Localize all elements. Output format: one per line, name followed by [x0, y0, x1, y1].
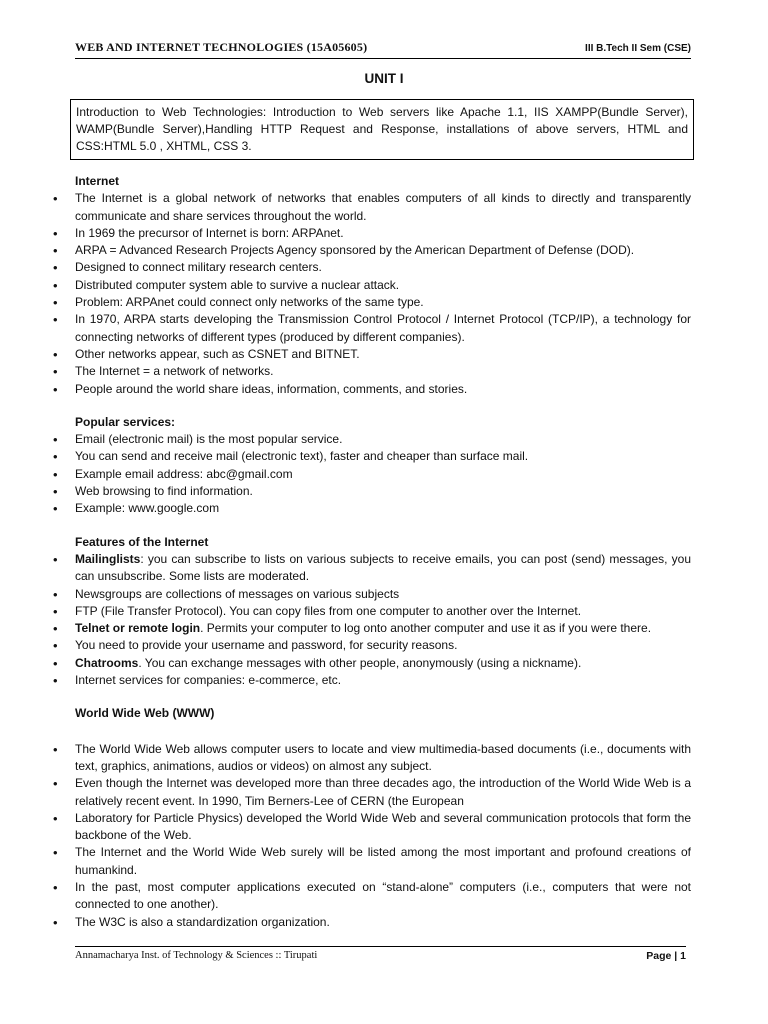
- list-item: • The W3C is also a standardization organization.: [50, 914, 691, 931]
- term: Telnet or remote login: [75, 621, 201, 636]
- term: Mailinglists: [75, 551, 141, 566]
- section-title-popular-services: Popular services:: [75, 414, 176, 429]
- bullet-list-internet: [50, 190, 691, 398]
- list-item: • In 1970, ARPA starts developing the Transmission Control Protocol / Internet Protocol (TCP/IP), a technology for connecting networks of different types (produced by different companies).: [50, 311, 691, 346]
- page-content: [50, 173, 691, 931]
- list-item: • The Internet is a global network of networks that enables computers of all kinds to directly and transparently communicate and share services throughout the world.: [50, 190, 691, 225]
- section-title-features: Features of the Internet: [75, 534, 209, 549]
- list-item: • Designed to connect military research centers.: [50, 259, 691, 276]
- list-item: • Distributed computer system able to survive a nuclear attack.: [50, 277, 691, 294]
- page-footer: [75, 946, 686, 962]
- list-item: • Telnet or remote login. Permits your computer to log onto another computer and use it as if you were there.: [50, 620, 691, 637]
- list-item: • Example email address: abc@gmail.com: [50, 466, 691, 483]
- page-header: [75, 40, 691, 59]
- list-item: • You can send and receive mail (electronic text), faster and cheaper than surface mail.: [50, 448, 691, 465]
- course-title: WEB AND INTERNET TECHNOLOGIES (15A05605): [75, 40, 368, 54]
- list-item: • You need to provide your username and password, for security reasons.: [50, 637, 691, 654]
- institution-name: Annamacharya Inst. of Technology & Sciences :: Tirupati: [75, 950, 318, 961]
- section-title-internet: Internet: [75, 174, 120, 188]
- list-item: • The Internet and the World Wide Web surely will be listed among the most important and profound creations of humankind.: [50, 844, 691, 879]
- list-item: • The World Wide Web allows computer users to locate and view multimedia-based documents (i.e., documents with text, graphics, animations, audios or videos) on almost any subject.: [50, 741, 691, 776]
- bullet-list-www: [50, 741, 691, 931]
- list-item: • The Internet = a network of networks.: [50, 363, 691, 380]
- section-title-www: World Wide Web (WWW): [75, 706, 215, 721]
- list-item: • People around the world share ideas, information, comments, and stories.: [50, 381, 691, 398]
- list-item: • Even though the Internet was developed more than three decades ago, the introduction of the World Wide Web is a relatively recent event. In 1990, Tim Berners-Lee of CERN (the European: [50, 775, 691, 810]
- page-number: Page | 1: [646, 950, 686, 962]
- semester-label: III B.Tech II Sem (CSE): [585, 43, 691, 54]
- list-item: • Laboratory for Particle Physics) developed the World Wide Web and several communication protocols that form the backbone of the Web.: [50, 810, 691, 845]
- bullet-list-features: [50, 551, 691, 689]
- list-item: • In 1969 the precursor of Internet is born: ARPAnet.: [50, 225, 691, 242]
- bullet-list-popular-services: [50, 431, 691, 517]
- list-item: • Newsgroups are collections of messages on various subjects: [50, 586, 691, 603]
- unit-title: UNIT I: [364, 71, 404, 86]
- syllabus-box: Introduction to Web Technologies: Introduction to Web servers like Apache 1.1, IIS XAMPP(Bundle Server), WAMP(Bundle Server),Handling HTTP Request and Response, installations of above servers, HTML and CSS:HTML 5.0 , XHTML, CSS 3.: [70, 99, 694, 160]
- list-item: • Web browsing to find information.: [50, 483, 691, 500]
- list-item: • Mailinglists: you can subscribe to lists on various subjects to receive emails, you can post (send) messages, you can unsubscribe. Some lists are moderated.: [50, 551, 691, 586]
- list-item: • ARPA = Advanced Research Projects Agency sponsored by the American Department of Defense (DOD).: [50, 242, 691, 259]
- list-item: • Email (electronic mail) is the most popular service.: [50, 431, 691, 448]
- list-item: • In the past, most computer applications executed on “stand-alone” computers (i.e., computers that were not connected to one another).: [50, 879, 691, 914]
- list-item: • FTP (File Transfer Protocol). You can copy files from one computer to another over the Internet.: [50, 603, 691, 620]
- list-item: • Problem: ARPAnet could connect only networks of the same type.: [50, 294, 691, 311]
- term: Chatrooms: [75, 655, 139, 670]
- list-item: • Other networks appear, such as CSNET and BITNET.: [50, 346, 691, 363]
- list-item: • Internet services for companies: e-commerce, etc.: [50, 672, 691, 689]
- list-item: • Example: www.google.com: [50, 500, 691, 517]
- list-item: • Chatrooms. You can exchange messages with other people, anonymously (using a nickname).: [50, 655, 691, 672]
